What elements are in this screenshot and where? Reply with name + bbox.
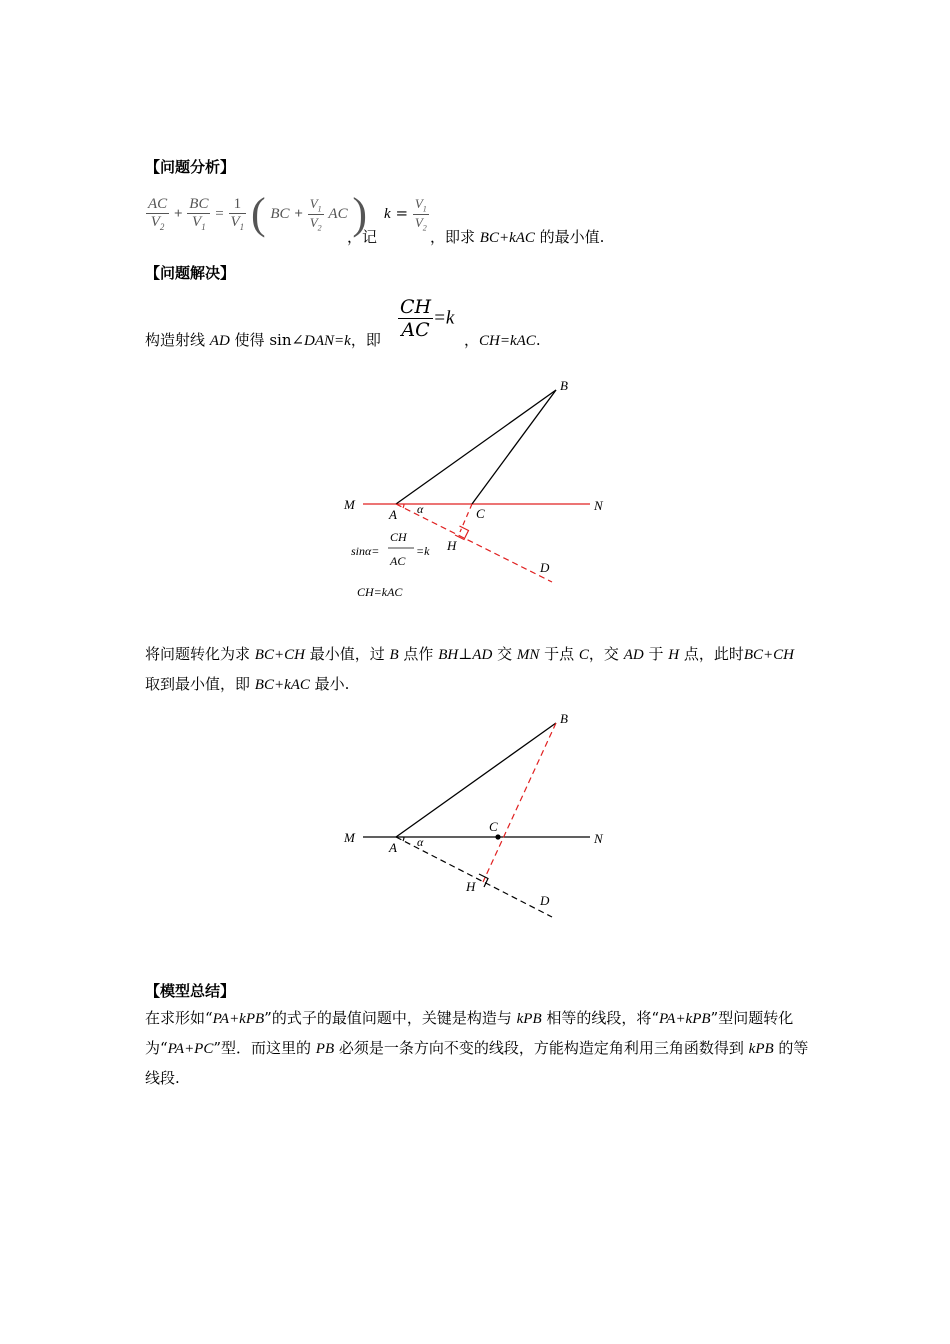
label-b: B <box>560 711 568 726</box>
frac-v1-v2: $\frac{V_1}{V_2}$ <box>309 195 322 233</box>
annot-den: AC <box>390 554 406 568</box>
frac-one-v1: $\frac{1}{V_1}$ <box>230 196 245 232</box>
transform-paragraph: 将问题转化为求 BC+CH 最小值，过 B 点作 BH⊥AD 交 MN 于点 C，交 AD 于 H 点，此时BC+CH 取到最小值，即 BC+kAC 最小. <box>145 645 794 693</box>
heading-solution: 【问题解决】 <box>145 264 236 282</box>
label-m: M <box>344 830 355 845</box>
label-n: N <box>594 498 603 513</box>
k-definition: k = $\frac{V_1}{V_2}$ <box>384 196 427 233</box>
frac-k: $\frac{V_1}{V_2}$ <box>414 196 427 233</box>
label-n: N <box>594 831 603 846</box>
label-a: A <box>389 840 397 855</box>
solution-result: ，CH=kAC. <box>464 331 541 349</box>
label-d: D <box>540 560 550 575</box>
summary-paragraph: 在求形如“PA+kPB”的式子的最值问题中，关键是构造与 kPB 相等的线段，将“PA+kPB”型问题转化为“PA+PC”型．而这里的 PB 必须是一条方向不变的线段，方能构造定角利用三角函数得到 kPB 的等线段. <box>145 1009 809 1087</box>
ray-ad <box>396 837 552 917</box>
label-d: D <box>540 893 550 908</box>
formula-note: ，记 <box>347 228 378 246</box>
frac-bc-v1: $\frac{BC}{V_1}$ <box>189 196 209 232</box>
label-b: B <box>560 378 568 393</box>
figure-2 <box>330 705 630 930</box>
figure-1 <box>330 370 630 610</box>
annot-result: CH=kAC <box>357 585 403 599</box>
label-c: C <box>476 506 485 521</box>
formula-line: $\frac{AC}{V_2}$ + $\frac{BC}{V_1}$ = $\frac{1}{V_1}$ ( BC + $\frac{V_1}{V_2}$ AC ) <box>148 189 368 238</box>
label-h: H <box>466 879 476 894</box>
segment-ab <box>396 723 556 837</box>
annot-num: CH <box>390 530 407 544</box>
solution-frac: $\frac{CH}{AC}$ =k <box>400 296 455 341</box>
label-h: H <box>447 538 457 553</box>
label-alpha: α <box>417 502 424 516</box>
label-m: M <box>344 497 355 512</box>
heading-summary: 【模型总结】 <box>145 982 236 1000</box>
heading-analysis: 【问题分析】 <box>145 158 236 176</box>
formula-tail: ，即求 BC+kAC 的最小值. <box>430 228 605 246</box>
segment-bh <box>483 723 556 882</box>
annot-eq: =k <box>416 544 430 558</box>
frac-ac-v2: $\frac{AC}{V_2}$ <box>148 196 168 232</box>
label-c: C <box>489 819 498 834</box>
label-a: A <box>389 507 397 522</box>
segment-bc <box>472 390 556 504</box>
label-alpha: α <box>417 835 424 849</box>
segment-ab <box>396 390 556 504</box>
annot-sin: sinα= <box>351 544 380 558</box>
point-c <box>495 834 500 839</box>
solution-text: 构造射线 AD 使得 sin∠DAN=k，即 <box>145 331 381 349</box>
